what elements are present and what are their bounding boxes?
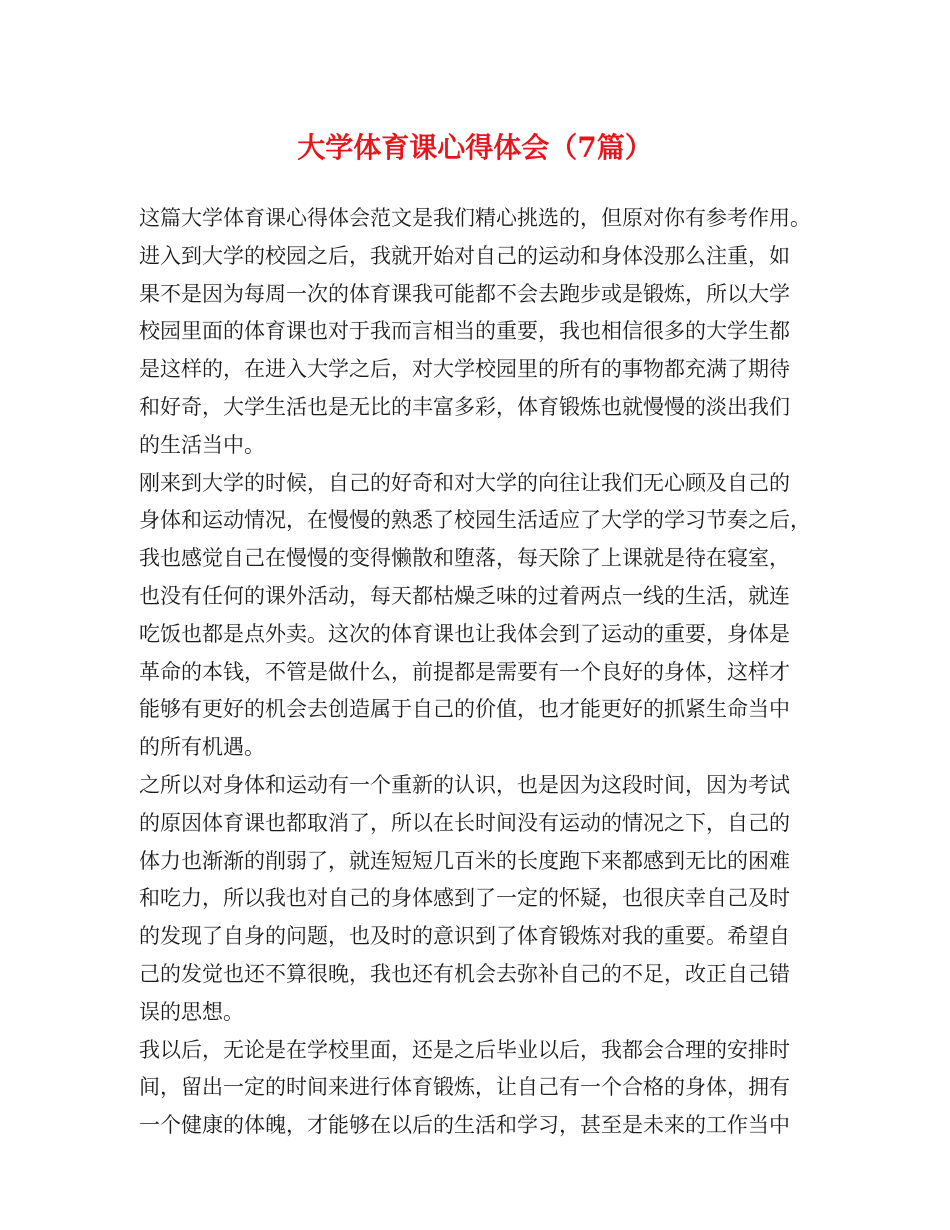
body-line: 是这样的，在进入大学之后，对大学校园里的所有的事物都充满了期待 bbox=[139, 357, 790, 382]
body-line: 和吃力，所以我也对自己的身体感到了一定的怀疑，也很庆幸自己及时 bbox=[139, 886, 790, 911]
body-line: 吃饭也都是点外卖。这次的体育课也让我体会到了运动的重要，身体是 bbox=[139, 621, 790, 646]
body-line: 的生活当中。 bbox=[139, 432, 265, 457]
body-line: 误的思想。 bbox=[139, 999, 244, 1024]
body-line: 一个健康的体魄，才能够在以后的生活和学习，甚至是未来的工作当中 bbox=[139, 1113, 790, 1138]
body-line: 和好奇，大学生活也是无比的丰富多彩，体育锻炼也就慢慢的淡出我们 bbox=[139, 394, 790, 419]
body-line: 体力也渐渐的削弱了，就连短短几百米的长度跑下来都感到无比的困难 bbox=[139, 848, 790, 873]
body-line: 进入到大学的校园之后，我就开始对自己的运动和身体没那么注重，如 bbox=[139, 243, 790, 268]
body-line: 的发现了自身的问题，也及时的意识到了体育锻炼对我的重要。希望自 bbox=[139, 924, 790, 949]
body-line: 身体和运动情况，在慢慢的熟悉了校园生活适应了大学的学习节奏之后， bbox=[139, 508, 811, 533]
body-line: 的所有机遇。 bbox=[139, 735, 265, 760]
body-line: 我以后，无论是在学校里面，还是之后毕业以后，我都会合理的安排时 bbox=[139, 1037, 790, 1062]
body-line: 校园里面的体育课也对于我而言相当的重要，我也相信很多的大学生都 bbox=[139, 319, 790, 344]
body-line: 刚来到大学的时候，自己的好奇和对大学的向往让我们无心顾及自己的 bbox=[139, 470, 790, 495]
body-line: 果不是因为每周一次的体育课我可能都不会去跑步或是锻炼，所以大学 bbox=[139, 281, 790, 306]
document-body bbox=[139, 200, 859, 1145]
document-title: 大学体育课心得体会（7篇） bbox=[297, 131, 653, 164]
body-line: 己的发觉也还不算很晚，我也还有机会去弥补自己的不足，改正自己错 bbox=[139, 961, 790, 986]
body-line: 间，留出一定的时间来进行体育锻炼，让自己有一个合格的身体，拥有 bbox=[139, 1075, 790, 1100]
body-line: 我也感觉自己在慢慢的变得懒散和堕落，每天除了上课就是待在寝室， bbox=[139, 546, 790, 571]
body-line: 这篇大学体育课心得体会范文是我们精心挑选的，但原对你有参考作用。 bbox=[139, 206, 811, 230]
body-line: 革命的本钱，不管是做什么，前提都是需要有一个良好的身体，这样才 bbox=[139, 659, 790, 684]
body-line: 能够有更好的机会去创造属于自己的价值，也才能更好的抓紧生命当中 bbox=[139, 697, 790, 722]
body-line: 也没有任何的课外活动，每天都枯燥乏味的过着两点一线的生活，就连 bbox=[139, 583, 790, 608]
body-line: 之所以对身体和运动有一个重新的认识，也是因为这段时间，因为考试 bbox=[139, 772, 790, 797]
body-line: 的原因体育课也都取消了，所以在长时间没有运动的情况之下，自己的 bbox=[139, 810, 790, 835]
